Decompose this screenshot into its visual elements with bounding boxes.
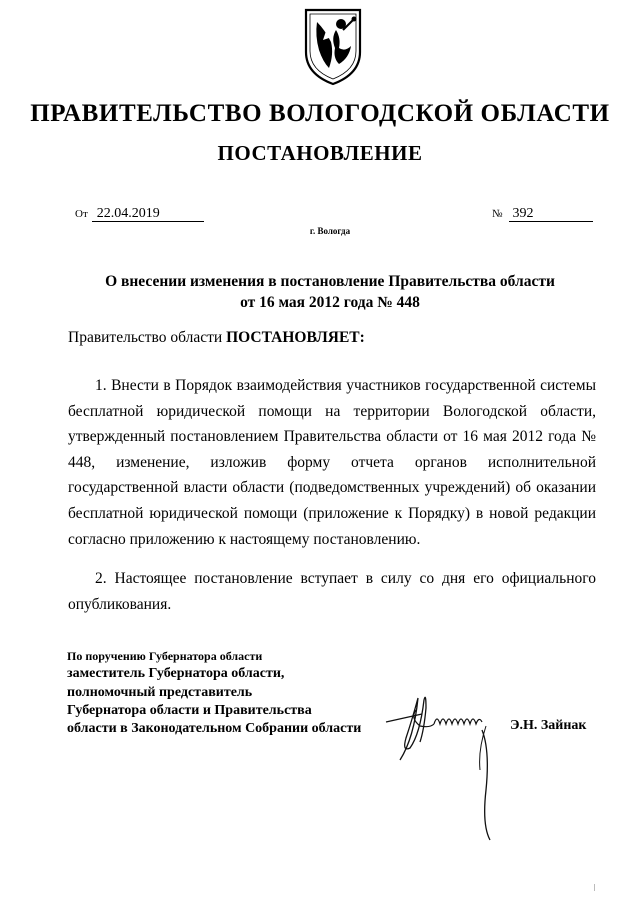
paragraph-2: 2. Настоящее постановление вступает в силу со дня его официального опубликования. bbox=[68, 570, 596, 613]
signatory-block bbox=[67, 647, 361, 738]
scan-mark bbox=[594, 884, 595, 891]
coat-of-arms-icon bbox=[303, 8, 363, 86]
subject-line-1: О внесении изменения в постановление Правительства области bbox=[105, 273, 555, 290]
signatory-line-2: заместитель Губернатора области, bbox=[67, 666, 285, 682]
document-subject bbox=[70, 271, 590, 313]
signer-name: Э.Н. Зайнак bbox=[510, 718, 587, 733]
date-label: От bbox=[75, 208, 88, 220]
government-title: ПРАВИТЕЛЬСТВО ВОЛОГОДСКОЙ ОБЛАСТИ bbox=[30, 100, 610, 127]
number-label: № bbox=[492, 208, 503, 220]
date-field bbox=[75, 206, 204, 222]
preamble-text: Правительство области bbox=[68, 329, 227, 346]
paragraph-1: 1. Внести в Порядок взаимодействия участников государственной системы бесплатной юридической помощи на территории Вологодской области, утвержденный постановлением Правительства области от 16 мая 2012 года № 448, изменение, изложив форму отчета органов исполнительной государственной власти области (подведомственных учреждений) об оказании бесплатной юридической помощи (приложение к Порядку) в новой редакции согласно приложению к настоящему постановлению. bbox=[68, 377, 596, 548]
number-field bbox=[492, 206, 593, 222]
signatory-line-4: Губернатора области и Правительства bbox=[67, 702, 312, 718]
document-type: ПОСТАНОВЛЕНИЕ bbox=[217, 141, 423, 165]
date-value: 22.04.2019 bbox=[92, 206, 204, 222]
signatory-line-5: области в Законодательном Собрании области bbox=[67, 721, 362, 737]
preamble-emphasis: ПОСТАНОВЛЯЕТ: bbox=[226, 329, 365, 346]
signatory-line-3: полномочный представитель bbox=[67, 684, 253, 700]
subject-line-2: от 16 мая 2012 года № 448 bbox=[240, 294, 420, 311]
preamble bbox=[68, 329, 365, 347]
city: г. Вологда bbox=[309, 226, 351, 236]
number-value: 392 bbox=[509, 206, 593, 222]
handwritten-signature-icon bbox=[380, 690, 510, 850]
signatory-line-1: По поручению Губернатора области bbox=[67, 649, 263, 663]
